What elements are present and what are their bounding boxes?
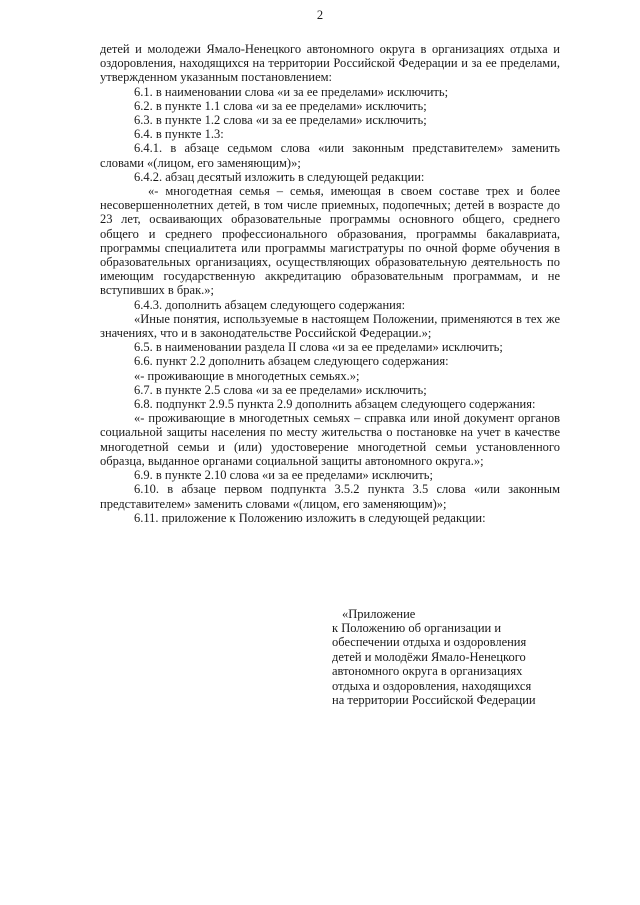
paragraph: 6.5. в наименовании раздела II слова «и за ее пределами» исключить; <box>134 340 503 355</box>
paragraph: «- проживающие в многодетных семьях – справка или иной документ органов социальной защиты населения по месту жительства о постановке на учет в качестве многодетной семьи и (или) удостоверение многодетной семьи установленного образца, выданное органами социальной защиты автономного округа.»; <box>100 411 560 468</box>
paragraph: 6.4. в пункте 1.3: <box>134 127 224 142</box>
appendix-title: «Приложение <box>342 607 416 621</box>
paragraph: 6.4.3. дополнить абзацем следующего содержания: <box>134 297 406 312</box>
page-number: 2 <box>316 8 324 22</box>
paragraph: 6.8. подпункт 2.9.5 пункта 2.9 дополнить абзацем следующего содержания: <box>134 397 536 412</box>
paragraph: 6.11. приложение к Положению изложить в следующей редакции: <box>134 510 486 525</box>
paragraph: детей и молодежи Ямало-Ненецкого автономного округа в организациях отдыха и оздоровления, находящихся на территории Российской Федерации и за ее пределами, утвержденном указанным постановлением: <box>100 42 560 85</box>
appendix-line: на территории Российской Федерации <box>332 693 536 708</box>
paragraph: «- многодетная семья – семья, имеющая в своем составе трех и более несовершеннолетних детей, в том числе приемных, подопечных; детей в возрасте до 23 лет, осваивающих образовательные программы основного общего, среднего общего и среднего профессионального образования, программы бакалавриата, программы специалитета или программы магистратуры по очной форме обучения в образовательных организациях, осуществляющих образовательную деятельность по имеющим государственную аккредитацию образовательным программам, и не вступивших в брак.»; <box>100 184 560 298</box>
appendix-line: отдыха и оздоровления, находящихся <box>332 678 532 693</box>
paragraph: 6.9. в пункте 2.10 слова «и за ее пределами» исключить; <box>134 468 433 483</box>
paragraph: 6.4.2. абзац десятый изложить в следующей редакции: <box>134 169 425 184</box>
paragraph: 6.4.1. в абзаце седьмом слова «или законным представителем» заменить словами «(лицом, его заменяющим)»; <box>100 141 560 170</box>
paragraph: «- проживающие в многодетных семьях.»; <box>134 368 360 383</box>
document-body <box>100 42 560 525</box>
paragraph: 6.1. в наименовании слова «и за ее пределами» исключить; <box>134 84 449 99</box>
paragraph: 6.6. пункт 2.2 дополнить абзацем следующего содержания: <box>134 354 449 369</box>
appendix-line: автономного округа в организациях <box>332 664 523 679</box>
appendix-caption <box>332 621 584 707</box>
paragraph: «Иные понятия, используемые в настоящем Положении, применяются в тех же значениях, что и в законодательстве Российской Федерации.»; <box>100 311 560 341</box>
paragraph: 6.7. в пункте 2.5 слова «и за ее пределами» исключить; <box>134 382 427 397</box>
appendix-line: детей и молодёжи Ямало-Ненецкого <box>332 649 526 664</box>
paragraph: 6.10. в абзаце первом подпункта 3.5.2 пункта 3.5 слова «или законным представителем» заменить словами «(лицом, его заменяющим)»; <box>100 482 560 511</box>
paragraph: 6.3. в пункте 1.2 слова «и за ее пределами» исключить; <box>134 113 427 128</box>
paragraph: 6.2. в пункте 1.1 слова «и за ее пределами» исключить; <box>134 98 427 113</box>
appendix-line: к Положению об организации и <box>332 621 502 635</box>
appendix-line: обеспечении отдыха и оздоровления <box>332 635 527 650</box>
